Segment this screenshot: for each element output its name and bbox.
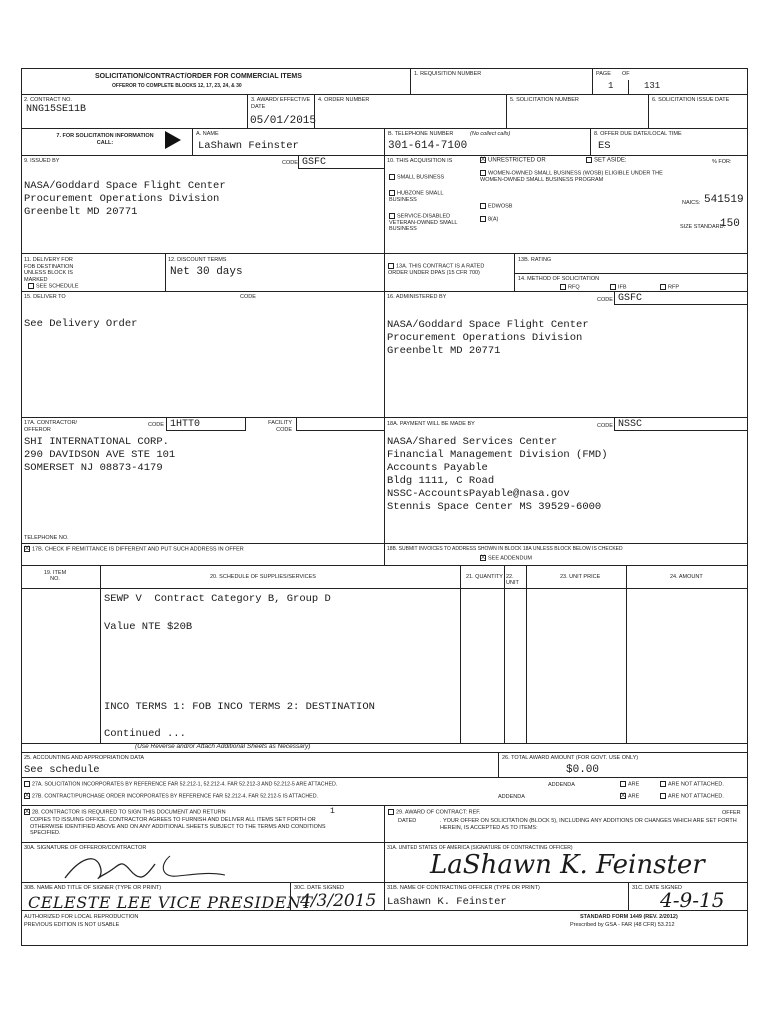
payment-code: NSSC: [618, 419, 643, 430]
edwosb-check[interactable]: EDWOSB: [480, 203, 512, 209]
page-total: 131: [644, 81, 661, 91]
deliver-to: See Delivery Order: [24, 318, 138, 330]
no-collect-calls: (No collect calls): [470, 131, 511, 137]
page-label: PAGE: [596, 71, 611, 77]
remit-check[interactable]: X 17B. CHECK IF REMITTANCE IS DIFFERENT AND PUT SUCH ADDRESS IN OFFER: [25, 546, 244, 553]
size-standard-label: SIZE STANDARD:: [680, 224, 726, 230]
contract-no-label: 2. CONTRACT NO.: [24, 97, 72, 103]
29-text: . YOUR OFFER ON SOLICITATION (BLOCK 5), INCLUDING ANY ADDITIONS OR CHANGES WHICH ARE SET FORTH HEREIN, IS ACCEPTED AS TO ITEMS:: [440, 818, 737, 831]
rfp-check[interactable]: RFP: [660, 284, 679, 290]
contact-phone: 301-614-7100: [388, 140, 468, 152]
30c-label: 30C. DATE SIGNED: [294, 885, 345, 891]
page-number: 1: [608, 81, 614, 91]
29-check[interactable]: 29. AWARD OF CONTRACT: REF.: [388, 809, 481, 815]
30b-label: 30B. NAME AND TITLE OF SIGNER (TYPE OR PRINT): [24, 885, 162, 891]
small-business-check[interactable]: SMALL BUSINESS: [389, 174, 444, 180]
contractor-code-label: CODE: [148, 422, 164, 428]
31b-label: 31B. NAME OF CONTRACTING OFFICER (TYPE OR PRINT): [387, 885, 540, 891]
administered-by-label: 16. ADMINISTERED BY: [387, 294, 447, 300]
col-item-no: 19. ITEM NO.: [43, 570, 67, 582]
accounting-label: 25. ACCOUNTING AND APPROPRIATION DATA: [24, 755, 145, 761]
ifb-check[interactable]: IFB: [610, 284, 627, 290]
admin-line1: NASA/Goddard Space Flight Center: [387, 319, 589, 331]
pct-for-label: % FOR:: [712, 159, 732, 165]
issued-code-label: CODE: [282, 160, 298, 166]
contract-no: NNG15SE11B: [26, 104, 87, 115]
award-date-label: 3. AWARD/ EFFECTIVE DATE: [251, 97, 311, 110]
arrow-icon: [165, 131, 181, 149]
issued-code: GSFC: [302, 157, 327, 168]
facility-code-label: FACILITY CODE: [268, 420, 292, 433]
see-addendum-check[interactable]: X SEE ADDENDUM: [481, 555, 533, 562]
27b-are-not-check[interactable]: ARE NOT ATTACHED.: [660, 793, 724, 799]
size-standard-value: 150: [720, 218, 740, 230]
27a-are-not-check[interactable]: ARE NOT ATTACHED.: [660, 781, 724, 787]
payment-line1: NASA/Shared Services Center: [387, 436, 558, 448]
delivery-fob-label: 11. DELIVERY FOR FOB DESTINATION UNLESS BLOCK IS MARKED: [24, 257, 74, 283]
order-number-label: 4. ORDER NUMBER: [318, 97, 370, 103]
27a-are-check[interactable]: ARE: [620, 781, 639, 787]
contractor-label: 17A. CONTRACTOR/ OFFEROR: [24, 420, 78, 433]
payment-label: 18A. PAYMENT WILL BE MADE BY: [387, 421, 475, 427]
payment-line6: Stennis Space Center MS 39529-6000: [387, 501, 602, 513]
item-line2: Value NTE $20B: [104, 621, 193, 633]
issued-line2: Procurement Operations Division: [24, 193, 220, 205]
requisition-label: 1. REQUISITION NUMBER: [414, 71, 482, 77]
accounting-value: See schedule: [24, 764, 100, 776]
rated-order-check[interactable]: 13A. THIS CONTRACT IS A RATED ORDER UNDER DPAS (15 CFR 700): [388, 263, 485, 276]
telephone-no-label: TELEPHONE NO.: [24, 535, 69, 541]
27a-check[interactable]: 27A. SOLICITATION INCORPORATES BY REFERENCE FAR 52.212-1, 52.212-4. FAR 52.212-3 AND 52.212-5 ARE ATTACHED.: [24, 781, 337, 787]
col-unit-price: 23. UNIT PRICE: [560, 574, 601, 580]
naics-label: NAICS:: [682, 200, 701, 206]
footer-left1: AUTHORIZED FOR LOCAL REPRODUCTION: [24, 914, 139, 920]
form-title: SOLICITATION/CONTRACT/ORDER FOR COMMERCIAL ITEMS: [95, 73, 302, 80]
admin-code: GSFC: [618, 293, 643, 304]
contact-name: LaShawn Feinster: [198, 140, 299, 152]
contractor-line1: SHI INTERNATIONAL CORP.: [24, 436, 169, 448]
footer-right1: STANDARD FORM 1449 (REV. 2/2012): [580, 914, 678, 920]
29-dated: DATED: [398, 818, 417, 824]
hubzone-check[interactable]: HUBZONE SMALL BUSINESS: [389, 190, 444, 203]
submit-invoices-label: 18B. SUBMIT INVOICES TO ADDRESS SHOWN IN BLOCK 18A UNLESS BLOCK BELOW IS CHECKED: [387, 546, 623, 552]
payment-code-label: CODE: [597, 423, 613, 429]
total-award: $0.00: [566, 764, 600, 776]
rating-label: 13B. RATING: [518, 257, 552, 263]
admin-line2: Procurement Operations Division: [387, 332, 583, 344]
solicitation-number-label: 5. SOLICITATION NUMBER: [510, 97, 579, 103]
27b-are-check[interactable]: X ARE: [621, 793, 640, 800]
27b-addenda: ADDENDA: [498, 794, 525, 800]
contractor-line2: 290 DAVIDSON AVE STE 101: [24, 449, 176, 461]
offer-due-label: 8. OFFER DUE DATE/LOCAL TIME: [594, 131, 682, 137]
payment-line5: NSSC-AccountsPayable@nasa.gov: [387, 488, 570, 500]
offer-due: ES: [598, 140, 611, 152]
30a-label: 30A. SIGNATURE OF OFFEROR/CONTRACTOR: [24, 845, 147, 851]
col-amount: 24. AMOUNT: [670, 574, 703, 580]
telephone-label: B. TELEPHONE NUMBER: [388, 131, 454, 137]
officer-signature: LaShawn K. Feinster: [430, 850, 705, 880]
item-line3: INCO TERMS 1: FOB INCO TERMS 2: DESTINATION: [104, 701, 375, 713]
item-line1: SEWP V Contract Category B, Group D: [104, 593, 331, 605]
contractor-code: 1HTT0: [170, 419, 201, 430]
officer-name: LaShawn K. Feinster: [387, 896, 507, 908]
solicitation-date-label: 6. SOLICITATION ISSUE DATE: [652, 97, 730, 103]
total-award-label: 26. TOTAL AWARD AMOUNT (FOR GOVT. USE ONLY): [502, 755, 639, 761]
discount-terms: Net 30 days: [170, 266, 243, 278]
of-label: OF: [622, 71, 630, 77]
acquisition-label: 10. THIS ACQUISITION IS: [387, 158, 453, 164]
footer-right2: Prescribed by GSA - FAR (48 CFR) 53.212: [570, 922, 675, 928]
items-note: (Use Reverse and/or Attach Additional Sheets as Necessary): [135, 743, 311, 750]
deliver-code-label: CODE: [240, 294, 256, 300]
28-check[interactable]: X 28. CONTRACTOR IS REQUIRED TO SIGN THIS DOCUMENT AND RETURN: [25, 809, 226, 816]
8a-check[interactable]: 8(A): [480, 216, 498, 222]
27b-check[interactable]: X 27B. CONTRACT/PURCHASE ORDER INCORPORATES BY REFERENCE FAR 52.212-4. FAR 52.212-5 IS ATTACHED.: [25, 793, 319, 800]
payment-line4: Bldg 1111, C Road: [387, 475, 495, 487]
27a-addenda: ADDENDA: [548, 782, 575, 788]
deliver-to-label: 15. DELIVER TO: [24, 294, 66, 300]
award-date: 05/01/2015: [250, 115, 317, 127]
contractor-signature: [60, 848, 260, 886]
discount-terms-label: 12. DISCOUNT TERMS: [168, 257, 227, 263]
issued-line3: Greenbelt MD 20771: [24, 206, 138, 218]
payment-line3: Accounts Payable: [387, 462, 488, 474]
col-unit: 22. UNIT: [506, 574, 519, 586]
31a-label: 31A. UNITED STATES OF AMERICA (SIGNATURE OF CONTRACTING OFFICER): [387, 845, 573, 851]
officer-date: 4-9-15: [660, 888, 725, 912]
wosb-check[interactable]: WOMEN-OWNED SMALL BUSINESS (WOSB) ELIGIBLE UNDER THE WOMEN-OWNED SMALL BUSINESS PROGRAM: [480, 170, 663, 183]
footer-left2: PREVIOUS EDITION IS NOT USABLE: [24, 922, 120, 928]
name-label: A. NAME: [196, 131, 219, 137]
form-subtitle: OFFEROR TO COMPLETE BLOCKS 12, 17, 23, 24, & 30: [112, 83, 242, 89]
admin-line3: Greenbelt MD 20771: [387, 345, 501, 357]
31c-label: 31C. DATE SIGNED: [632, 885, 683, 891]
issued-by-label: 9. ISSUED BY: [24, 158, 60, 164]
item-line4: Continued ...: [104, 728, 186, 740]
method-label: 14. METHOD OF SOLICITATION: [518, 276, 600, 282]
admin-code-label: CODE: [597, 297, 613, 303]
29-offer: OFFER: [722, 810, 741, 816]
see-schedule-check[interactable]: SEE SCHEDULE: [28, 283, 79, 289]
contractor-line3: SOMERSET NJ 08873-4179: [24, 462, 163, 474]
naics-value: 541519: [704, 194, 744, 206]
28-copies: 1: [330, 807, 335, 816]
payment-line2: Financial Management Division (FMD): [387, 449, 608, 461]
set-aside-check[interactable]: SET ASIDE:: [586, 157, 627, 164]
rfq-check[interactable]: RFQ: [560, 284, 580, 290]
unrestricted-check[interactable]: X UNRESTRICTED OR: [481, 157, 546, 164]
issued-line1: NASA/Goddard Space Flight Center: [24, 180, 226, 192]
signer-name: CELESTE LEE VICE PRESIDENT: [28, 893, 313, 912]
sdvosb-check[interactable]: SERVICE-DISABLED VETERAN-OWNED SMALL BUSINESS: [389, 213, 458, 233]
28-text: COPIES TO ISSUING OFFICE. CONTRACTOR AGREES TO FURNISH AND DELIVER ALL ITEMS SET FORTH OR OTHERWISE IDENTIFIED ABOVE AND ON ANY ADDITIONAL SHEETS SUBJECT TO THE TERMS AND CONDITIONS SPECIFIED.: [30, 817, 326, 836]
signer-date: 4/3/2015: [300, 891, 377, 911]
col-quantity: 21. QUANTITY: [466, 574, 503, 580]
col-schedule: 20. SCHEDULE OF SUPPLIES/SERVICES: [210, 574, 316, 580]
solicitation-info-label: 7. FOR SOLICITATION INFORMATION CALL:: [56, 133, 154, 146]
